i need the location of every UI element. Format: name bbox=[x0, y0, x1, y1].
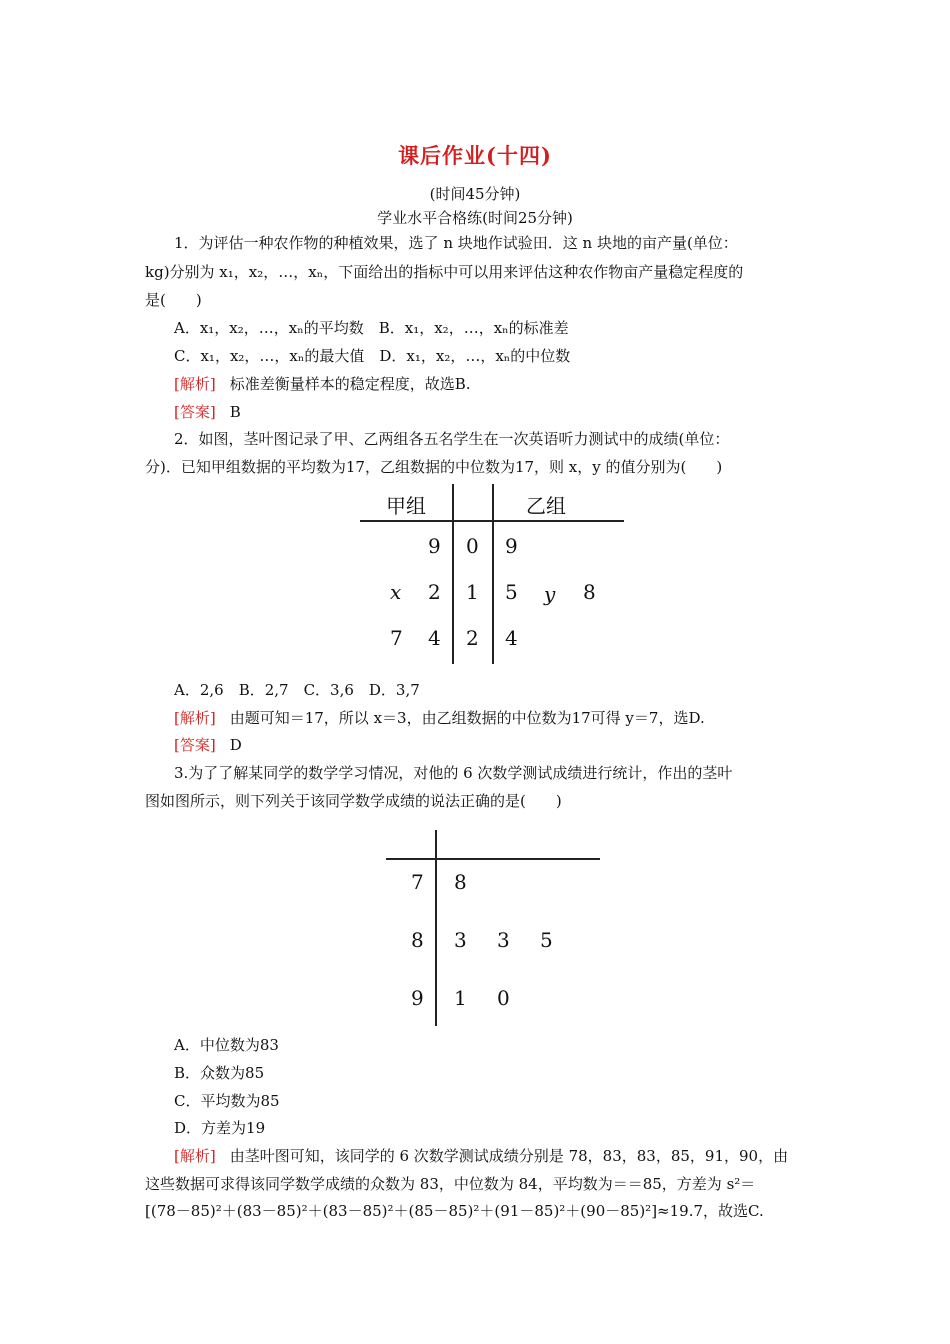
answer-tag: [答案] bbox=[174, 403, 216, 421]
q2-line1: 2．如图，茎叶图记录了甲、乙两组各五名学生在一次英语听力测试中的成绩(单位： bbox=[174, 430, 730, 448]
stem-divider bbox=[435, 830, 437, 1026]
stem: 1 bbox=[466, 580, 479, 604]
leaf: 1 bbox=[454, 986, 467, 1010]
leaf-left: 2 bbox=[428, 580, 441, 604]
q1-line2: kg)分别为 x₁，x₂，…，xₙ，下面给出的指标中可以用来评估这种农作物亩产量稳定程度的 bbox=[145, 263, 744, 281]
analysis-tag: [解析] bbox=[174, 709, 216, 727]
leaf: 8 bbox=[454, 870, 467, 894]
q2-analysis bbox=[174, 708, 834, 728]
q3-analysis-text: 由茎叶图可知，该同学的 6 次数学测试成绩分别是 78，83，83，85，91，90，由 bbox=[229, 1147, 789, 1165]
stem-leaf-plot-2 bbox=[386, 830, 600, 1026]
leaf-left-x: x bbox=[390, 580, 402, 604]
q2-line2: 分)．已知甲组数据的平均数为17，乙组数据的中位数为17，则 x，y 的值分别为( ) bbox=[145, 458, 723, 476]
leaf: 3 bbox=[497, 928, 510, 952]
leaf-right: 5 bbox=[505, 580, 518, 604]
q3-analysis-line1 bbox=[174, 1146, 834, 1166]
leaf: 0 bbox=[497, 986, 510, 1010]
q1-options-ab: A．x₁，x₂，…，xₙ的平均数 B．x₁，x₂，…，xₙ的标准差 bbox=[174, 319, 569, 337]
q1-answer-text: B bbox=[229, 403, 241, 421]
section-heading: 学业水平合格练(时间25分钟) bbox=[377, 209, 573, 227]
leaf-left: 4 bbox=[428, 626, 441, 650]
stem: 8 bbox=[411, 928, 424, 952]
leaf-right: 9 bbox=[505, 534, 518, 558]
leaf: 5 bbox=[540, 928, 553, 952]
q1-answer bbox=[174, 402, 834, 422]
q2-answer bbox=[174, 735, 834, 755]
q2-analysis-text: 由题可知＝17，所以 x＝3，由乙组数据的中位数为17可得 y＝7，选D. bbox=[229, 709, 705, 727]
q1-line3: 是( ) bbox=[145, 291, 202, 309]
leaf-right-y: y bbox=[544, 582, 556, 606]
leaf: 3 bbox=[454, 928, 467, 952]
q3-line2: 图如图所示，则下列关于该同学数学成绩的说法正确的是( ) bbox=[145, 792, 562, 810]
header-rule bbox=[386, 858, 600, 860]
q2-options: A．2,6 B．2,7 C．3,6 D．3,7 bbox=[174, 681, 420, 699]
stem: 9 bbox=[411, 986, 424, 1010]
leaf-left: 7 bbox=[390, 626, 403, 650]
q3-option-a: A．中位数为83 bbox=[174, 1036, 279, 1054]
q1-line1: 1．为评估一种农作物的种植效果，选了 n 块地作试验田．这 n 块地的亩产量(单位： bbox=[174, 234, 738, 252]
leaf-right: 8 bbox=[583, 580, 596, 604]
page-title: 课后作业(十四) bbox=[398, 143, 552, 168]
analysis-tag: [解析] bbox=[174, 1147, 216, 1165]
q3-analysis-line2: 这些数据可求得该同学数学成绩的众数为 83，中位数为 84，平均数为＝＝85，方差为 s²＝ bbox=[145, 1175, 756, 1193]
q3-option-c: C．平均数为85 bbox=[174, 1092, 280, 1110]
stem-divider-right bbox=[492, 484, 494, 664]
right-group-header: 乙组 bbox=[526, 494, 566, 518]
analysis-tag: [解析] bbox=[174, 375, 216, 393]
q3-line1: 3.为了了解某同学的数学学习情况，对他的 6 次数学测试成绩进行统计，作出的茎叶 bbox=[174, 764, 733, 782]
q1-options-cd: C．x₁，x₂，…，xₙ的最大值 D．x₁，x₂，…，xₙ的中位数 bbox=[174, 347, 571, 365]
q3-option-b: B．众数为85 bbox=[174, 1064, 265, 1082]
stem: 0 bbox=[466, 534, 479, 558]
leaf-left: 9 bbox=[428, 534, 441, 558]
stem: 2 bbox=[466, 626, 479, 650]
stem-divider-left bbox=[452, 484, 454, 664]
time-total: (时间45分钟) bbox=[429, 185, 521, 203]
answer-tag: [答案] bbox=[174, 736, 216, 754]
stem: 7 bbox=[411, 870, 424, 894]
q3-option-d: D．方差为19 bbox=[174, 1119, 266, 1137]
q1-analysis-text: 标准差衡量样本的稳定程度，故选B. bbox=[229, 375, 471, 393]
stem-leaf-plot-1 bbox=[360, 484, 624, 664]
leaf-right: 4 bbox=[505, 626, 518, 650]
q1-analysis bbox=[174, 374, 834, 394]
q3-analysis-line3: [(78－85)²＋(83－85)²＋(83－85)²＋(85－85)²＋(91－85)²＋(90－85)²]≈19.7，故选C. bbox=[145, 1202, 764, 1220]
left-group-header: 甲组 bbox=[386, 494, 426, 518]
q2-answer-text: D bbox=[229, 736, 242, 754]
